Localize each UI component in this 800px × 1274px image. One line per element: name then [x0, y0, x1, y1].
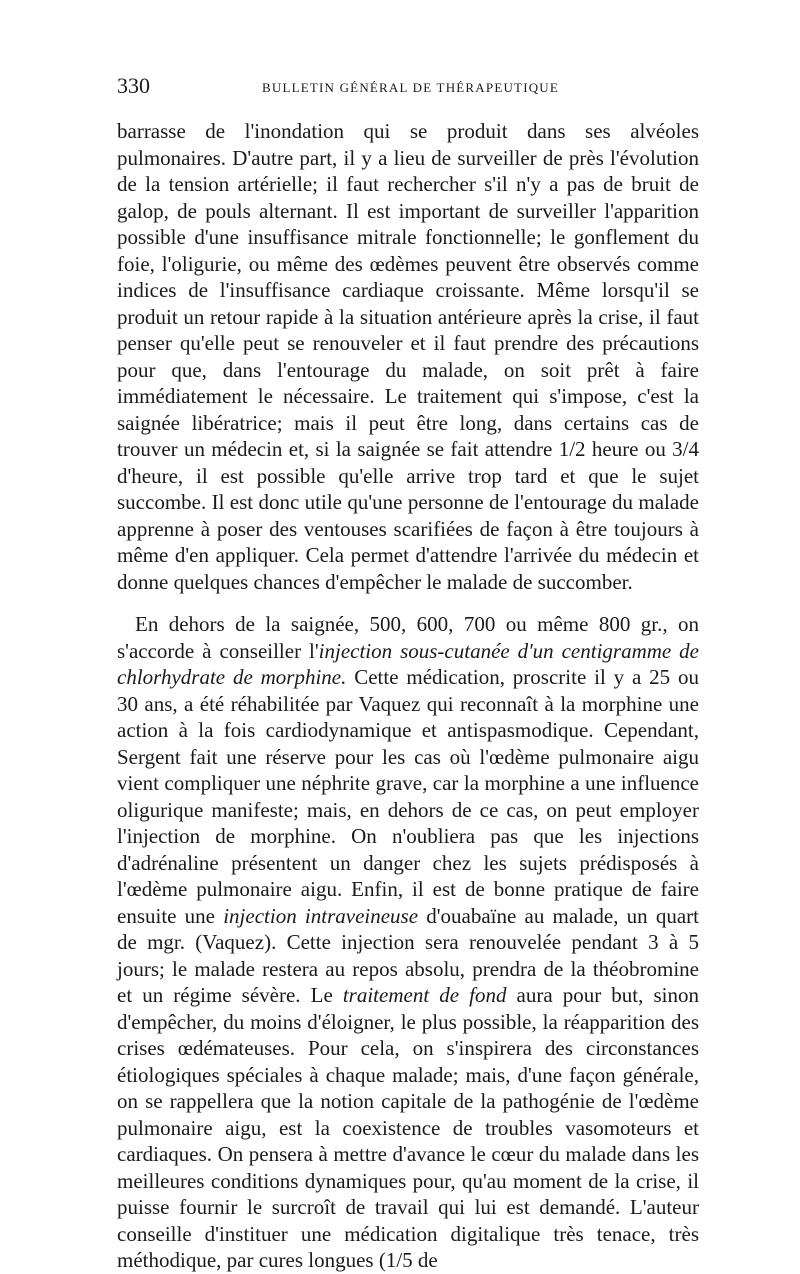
text-segment: aura pour but, sinon d'empêcher, du moins d'éloigner, le plus possible, la réapparition des crises œdémateuses. Pour cela, on s'inspirera des circonstances étiologiques spéciales à chaque malade; mais, d'une façon générale, on se rappellera que la notion capitale de la pathogénie de l'œdème pulmonaire aigu, est la coexistence de troubles vasomoteurs et cardiaques. On pensera à mettre d'avance le cœur du malade dans les meilleures conditions dynamiques pour, qu'au moment de la crise, il puisse fournir le surcroît de travail qui lui est demandé. L'auteur conseille d'instituer une médication digitalique très tenace, très méthodique, par cures longues (1/5 de [117, 983, 699, 1272]
paragraph-2 [117, 611, 699, 1274]
body-text [117, 118, 699, 1274]
page-header [117, 70, 699, 100]
paragraph-1 [117, 118, 699, 595]
text-segment: barrasse de l'inondation qui se produit dans ses alvéoles pulmonaires. D'autre part, il y a lieu de surveiller de près l'évolution de la tension artérielle; il faut rechercher s'il n'y a pas de bruit de galop, de pouls alternant. Il est important de surveiller l'apparition possible d'une insuffisance mitrale fonctionnelle; le gonflement du foie, l'oligurie, ou même des œdèmes peuvent être observés comme indices de l'insuffisance cardiaque croissante. Même lorsqu'il se produit un retour rapide à la situation antérieure après la crise, il faut penser qu'elle peut se renouveler et il faut prendre des précautions pour que, dans l'entourage du malade, on soit prêt à faire immédiatement le nécessaire. Le traitement qui s'impose, c'est la saignée libératrice; mais il peut être long, dans certains cas de trouver un médecin et, si la saignée se fait attendre 1/2 heure ou 3/4 d'heure, il est possible qu'elle arrive trop tard et que le sujet succombe. Il est donc utile qu'une personne de l'entourage du malade apprenne à poser des ventouses scarifiées de façon à être toujours à même d'en appliquer. Cela permet d'attendre l'arrivée du médecin et donne quelques chances d'empêcher le malade de succomber. [117, 119, 699, 594]
italic-segment: traitement de fond [342, 983, 507, 1007]
italic-segment: injection sous-cutanée d'un centigramme de chlorhydrate de morphine. [117, 638, 700, 689]
running-title: BULLETIN GÉNÉRAL DE THÉRAPEUTIQUE [262, 80, 560, 95]
text-segment: En dehors de la saignée, 500, 600, 700 ou même 800 gr., on s'accorde à conseiller l' [117, 612, 699, 663]
page-number: 330 [117, 73, 150, 98]
italic-segment: injection intraveineuse [223, 903, 419, 928]
text-segment: d'ouabaïne au malade, un quart de mgr. (Vaquez). Cette injection sera renouvelée pendant 3 à 5 jours; le malade restera au repos absolu, prendra de la théobromine et un régime sévère. Le [117, 903, 699, 1007]
text-segment: Cette médication, proscrite il y a 25 ou 30 ans, a été réhabilitée par Vaquez qui reconnaît à la morphine une action à la fois cardiodynamique et antispasmodique. Cependant, Sergent fait une réserve pour les cas où l'œdème pulmonaire aigu vient compliquer une néphrite grave, car la morphine a une influence oligurique manifeste; mais, en dehors de ce cas, on peut employer l'injection de morphine. On n'oubliera pas que les injections d'adrénaline présentent un danger chez les sujets prédisposés à l'œdème pulmonaire aigu. Enfin, il est de bonne pratique de faire ensuite une [117, 665, 700, 928]
